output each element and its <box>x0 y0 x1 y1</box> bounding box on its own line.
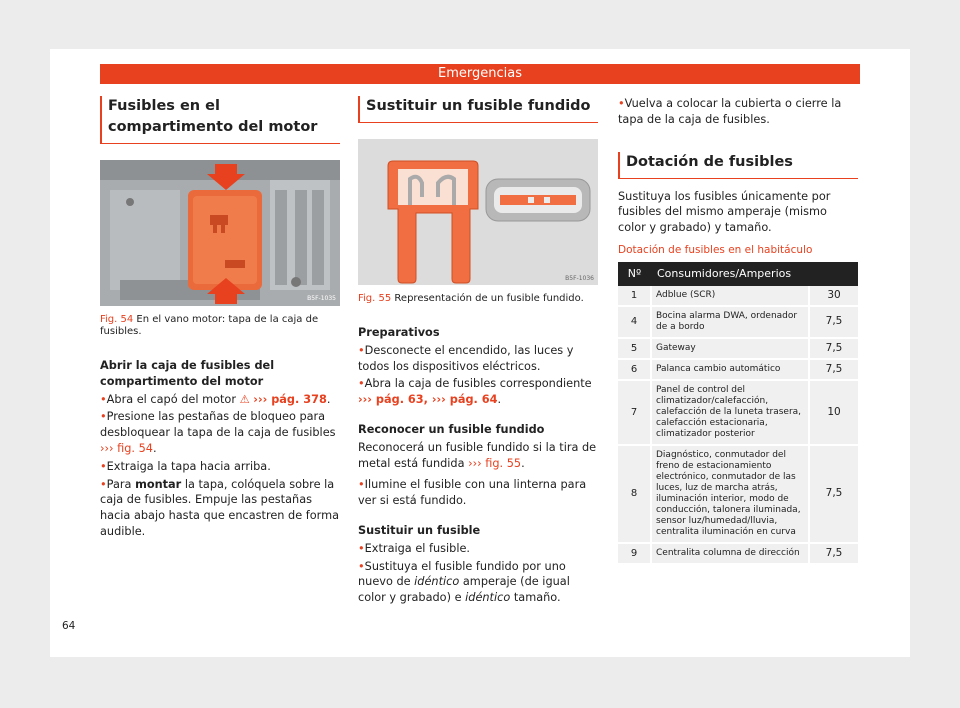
fuse-intro: Sustituya los fusibles únicamente por fusibles del mismo amperaje (mismo color y grabado) y tamaño. <box>618 189 831 235</box>
replace-cover-bullet: • Vuelva a colocar la cubierta o cierre la tapa de la caja de fusibles. <box>618 96 858 128</box>
table-row <box>618 543 858 564</box>
fuse-amperage: 7,5 <box>809 306 858 338</box>
fuse-consumers: Panel de control del climatizador/calefacción, calefacción de la luneta trasera, calefacción estacionaria, climatizador posterior <box>651 380 809 445</box>
fuse-consumers: Adblue (SCR) <box>651 286 809 306</box>
fuse-consumers: Bocina alarma DWA, ordenador de a bordo <box>651 306 809 338</box>
fuse-table <box>618 262 858 565</box>
step-open-hood: • Abra el capó del motor ⚠ ››› pág. 378. <box>100 392 340 408</box>
step-mount-cover: • Para montar la tapa, colóquela sobre la caja de fusibles. Empuje las pestañas hacia abajo hasta que encastren de forma audible. <box>100 477 340 540</box>
fuse-number: 8 <box>618 445 651 543</box>
col-header-number: Nº <box>618 262 651 286</box>
fuse-number: 7 <box>618 380 651 445</box>
subheading-open-fusebox: Abrir la caja de fusibles del compartimento del motor <box>100 359 275 388</box>
heading-fuse-assignment: Dotación de fusibles <box>618 152 858 179</box>
subheading-recognize: Reconocer un fusible fundido <box>358 422 545 436</box>
fuse-consumers: Centralita columna de dirección <box>651 543 809 564</box>
fuse-consumers: Gateway <box>651 338 809 359</box>
table-row <box>618 306 858 338</box>
step-press-tabs: • Presione las pestañas de bloqueo para desbloquear la tapa de la caja de fusibles ››› fig. 54. <box>100 409 340 456</box>
heading-replace-fuse: Sustituir un fusible fundido <box>358 96 598 123</box>
table-row <box>618 286 858 306</box>
warning-triangle-icon: ⚠ <box>239 392 250 406</box>
fuse-amperage: 30 <box>809 286 858 306</box>
step-pull-cover: • Extraiga la tapa hacia arriba. <box>100 459 340 475</box>
link-pages-63-64[interactable]: ››› pág. 63, ››› pág. 64 <box>358 393 498 407</box>
table-row <box>618 380 858 445</box>
table-caption: Dotación de fusibles en el habitáculo <box>618 243 813 256</box>
replace-step-1: • Extraiga el fusible. <box>358 541 598 557</box>
fuse-number: 6 <box>618 359 651 380</box>
prep-step-2: • Abra la caja de fusibles correspondiente ››› pág. 63, ››› pág. 64. <box>358 376 598 408</box>
table-row <box>618 359 858 380</box>
figure-caption <box>358 293 598 305</box>
fuse-number: 4 <box>618 306 651 338</box>
figure-55 <box>358 139 598 305</box>
table-row <box>618 445 858 543</box>
figure-54 <box>100 160 340 338</box>
col-header-consumers: Consumidores/Amperios <box>651 262 858 286</box>
recognize-text: Reconocerá un fusible fundido si la tira de metal está fundida ››› fig. 55. <box>358 440 597 470</box>
fuse-amperage: 7,5 <box>809 338 858 359</box>
column-3 <box>618 96 858 565</box>
figure-caption-text: Representación de un fusible fundido. <box>394 293 584 304</box>
fuse-amperage: 10 <box>809 380 858 445</box>
fuse-amperage: 7,5 <box>809 543 858 564</box>
fuse-amperage: 7,5 <box>809 445 858 543</box>
link-page-378[interactable]: ››› pág. 378 <box>253 392 327 406</box>
replace-step-2: • Sustituya el fusible fundido por uno nuevo de idéntico amperaje (de igual color y grabado) e idéntico tamaño. <box>358 559 598 606</box>
heading-fuses-engine: Fusibles en el compartimento del motor <box>100 96 340 144</box>
figure-label: Fig. 55 <box>358 293 392 304</box>
fuse-number: 1 <box>618 286 651 306</box>
engine-fusebox-photo <box>100 160 340 306</box>
link-fig-55[interactable]: ››› fig. 55 <box>468 456 522 470</box>
fuse-number: 5 <box>618 338 651 359</box>
figure-code: B5F-1035 <box>307 295 336 302</box>
fuse-consumers: Diagnóstico, conmutador del freno de estacionamiento electrónico, conmutador de las luces, luz de marcha atrás, iluminación interior, modo de conducción, talonera iluminada, sensor luz/humedad/lluvia, centralita iluminación en curva <box>651 445 809 543</box>
subheading-preparations: Preparativos <box>358 326 440 339</box>
figure-caption-text: En el vano motor: tapa de la caja de fusibles. <box>100 314 319 337</box>
fuse-number: 9 <box>618 543 651 564</box>
recognize-bullet: • Ilumine el fusible con una linterna para ver si está fundido. <box>358 477 598 509</box>
figure-code: B5F-1036 <box>565 275 594 282</box>
fuse-amperage: 7,5 <box>809 359 858 380</box>
subheading-replace: Sustituir un fusible <box>358 523 481 537</box>
blown-fuse-illustration <box>358 139 598 285</box>
page-number: 64 <box>62 620 76 632</box>
link-fig-54[interactable]: ››› fig. 54 <box>100 441 153 455</box>
column-2 <box>358 96 598 606</box>
prep-step-1: • Desconecte el encendido, las luces y todos los dispositivos eléctricos. <box>358 343 598 375</box>
figure-label: Fig. 54 <box>100 314 134 325</box>
table-row <box>618 338 858 359</box>
fuse-consumers: Palanca cambio automático <box>651 359 809 380</box>
section-header: Emergencias <box>100 64 860 84</box>
column-1 <box>100 96 340 540</box>
figure-caption <box>100 314 340 338</box>
